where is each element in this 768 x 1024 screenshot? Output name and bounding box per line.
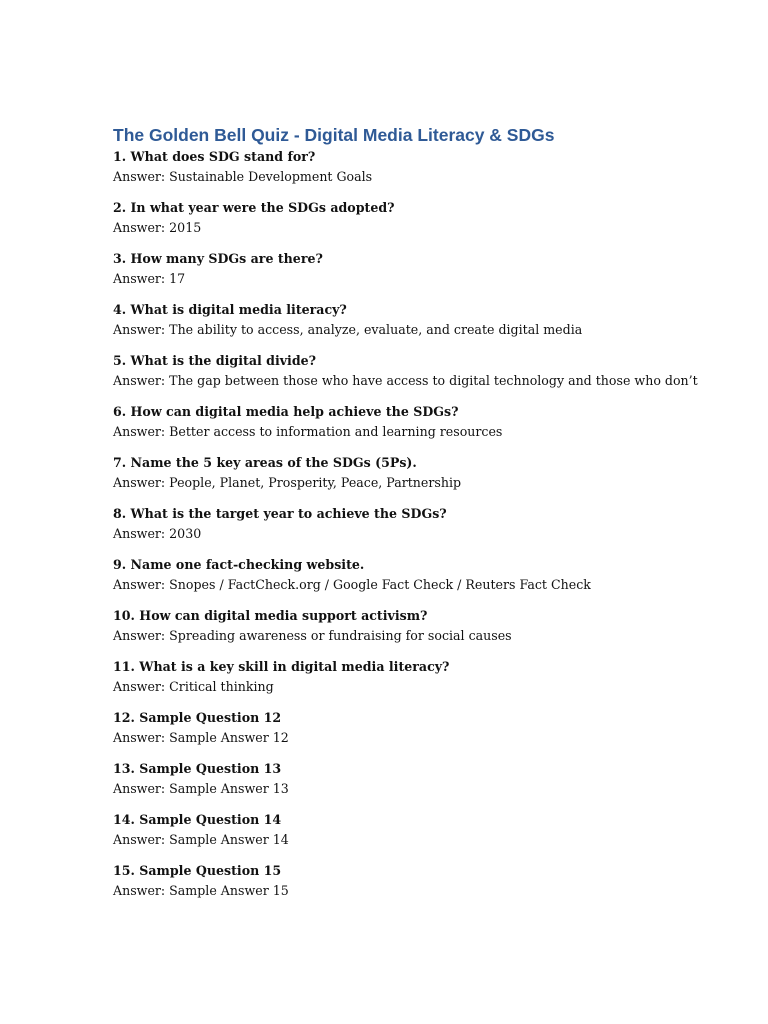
qa-item bbox=[113, 555, 733, 594]
question: 13. Sample Question 13 bbox=[113, 761, 282, 776]
qa-item bbox=[113, 606, 733, 645]
answer: Answer: Sample Answer 14 bbox=[113, 831, 289, 847]
question: 11. What is a key skill in digital media literacy? bbox=[113, 659, 450, 674]
answer: Answer: 2015 bbox=[113, 219, 202, 235]
question: 9. Name one fact-checking website. bbox=[113, 557, 365, 572]
answer: Answer: Critical thinking bbox=[113, 678, 274, 694]
qa-item bbox=[113, 147, 733, 186]
answer: Answer: Snopes / FactCheck.org / Google Fact Check / Reuters Fact Check bbox=[113, 576, 591, 592]
answer: Answer: Better access to information and learning resources bbox=[113, 423, 503, 439]
answer: Answer: People, Planet, Prosperity, Peace, Partnership bbox=[113, 474, 462, 490]
qa-item bbox=[113, 504, 733, 543]
question: 6. How can digital media help achieve the SDGs? bbox=[113, 404, 459, 419]
answer: Answer: Sustainable Development Goals bbox=[113, 168, 373, 184]
question: 3. How many SDGs are there? bbox=[113, 251, 323, 266]
answer: Answer: Sample Answer 15 bbox=[113, 882, 289, 898]
qa-item bbox=[113, 861, 733, 900]
qa-list bbox=[113, 147, 733, 900]
qa-item bbox=[113, 759, 733, 798]
qa-item bbox=[113, 657, 733, 696]
qa-item bbox=[113, 810, 733, 849]
answer: Answer: Spreading awareness or fundraising for social causes bbox=[113, 627, 512, 643]
document-title: The Golden Bell Quiz - Digital Media Literacy & SDGs bbox=[113, 125, 555, 145]
question: 7. Name the 5 key areas of the SDGs (5Ps). bbox=[113, 455, 417, 470]
qa-item bbox=[113, 198, 733, 237]
qa-item bbox=[113, 249, 733, 288]
answer: Answer: Sample Answer 12 bbox=[113, 729, 289, 745]
document-page bbox=[113, 123, 733, 912]
question: 15. Sample Question 15 bbox=[113, 863, 282, 878]
question: 14. Sample Question 14 bbox=[113, 812, 282, 827]
question: 4. What is digital media literacy? bbox=[113, 302, 347, 317]
qa-item bbox=[113, 708, 733, 747]
question: 2. In what year were the SDGs adopted? bbox=[113, 200, 395, 215]
question: 8. What is the target year to achieve the SDGs? bbox=[113, 506, 447, 521]
qa-item bbox=[113, 402, 733, 441]
question: 10. How can digital media support activism? bbox=[113, 608, 428, 623]
question: 5. What is the digital divide? bbox=[113, 353, 317, 368]
question: 1. What does SDG stand for? bbox=[113, 149, 316, 164]
qa-item bbox=[113, 300, 733, 339]
answer: Answer: 2030 bbox=[113, 525, 202, 541]
answer: Answer: Sample Answer 13 bbox=[113, 780, 289, 796]
question: 12. Sample Question 12 bbox=[113, 710, 282, 725]
answer: Answer: The gap between those who have access to digital technology and those who don’t bbox=[113, 372, 698, 388]
answer: Answer: The ability to access, analyze, evaluate, and create digital media bbox=[113, 321, 583, 337]
qa-item bbox=[113, 351, 733, 390]
answer: Answer: 17 bbox=[113, 270, 186, 286]
qa-item bbox=[113, 453, 733, 492]
